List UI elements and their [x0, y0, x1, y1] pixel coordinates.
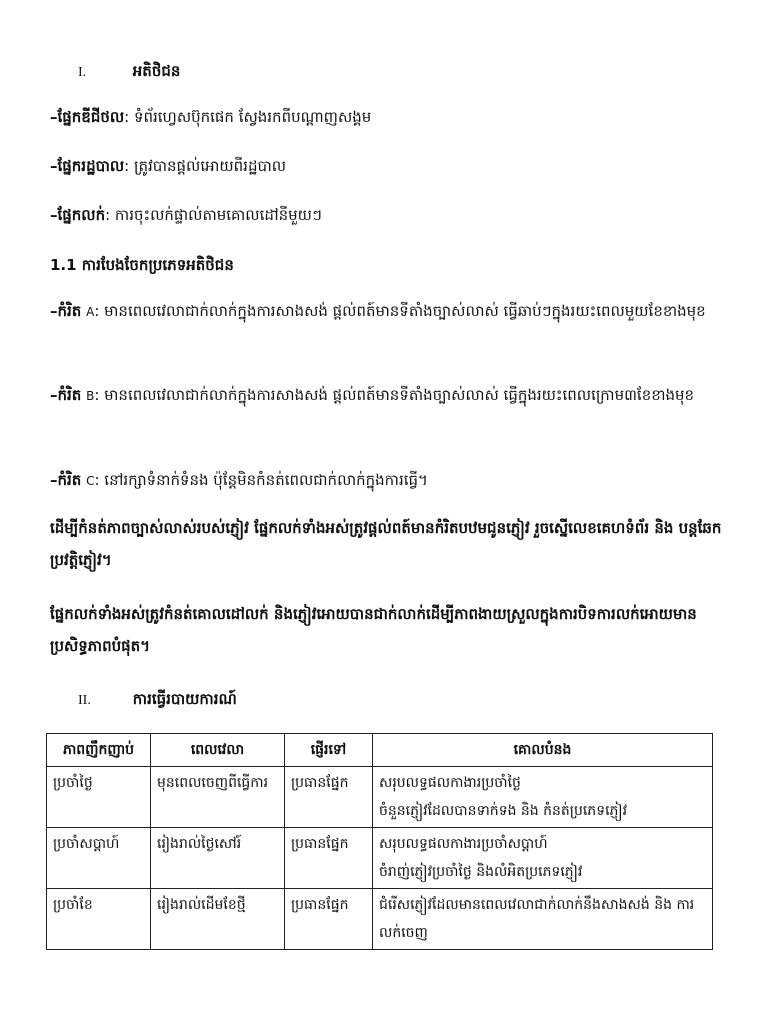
section-1-heading	[78, 56, 728, 88]
sales-department-line	[50, 200, 728, 230]
header-purpose: គោលបំនង	[373, 734, 713, 767]
cell-purpose: ជំរើសភ្ញៀវដែលមានពេលវេលាជាក់លាក់នឹងសាងសង់ និង ការលក់ចេញ	[373, 889, 713, 950]
admin-department-text: : ត្រូវបានផ្ដល់អោយពីរដ្ឋបាល	[124, 157, 287, 175]
section-2-title: ការធ្វើរបាយការណ៍	[132, 690, 237, 708]
section-2-number: II.	[78, 693, 91, 708]
cell-send-to: ប្រធានផ្នែក	[285, 828, 373, 889]
sales-department-text: : ការចុះលក់ផ្ទាល់តាមគោលដៅនីមួយៗ	[105, 206, 322, 224]
level-a-code: A	[86, 305, 95, 319]
cell-time: មុនពេលចេញពីធ្វើការ	[151, 767, 285, 828]
paragraph-sales-targets: ផ្នែកលក់ទាំងអស់ត្រូវកំនត់គោលដៅលក់ និងភ្ញៀវអោយបានជាក់លាក់ដើម្បីភាពងាយស្រួលក្នុងការបិទការលក់អោយមានប្រសិទ្ធភាពបំផុត។	[50, 605, 697, 655]
admin-department-line	[50, 151, 728, 181]
level-b-label: –កំរិត	[50, 386, 82, 404]
table-header-row	[47, 734, 713, 767]
reporting-table	[46, 733, 713, 950]
admin-department-label: –ផ្នែករដ្ឋបាល	[50, 157, 125, 175]
digital-department-label: –ផ្នែកឌីជីថល	[50, 108, 125, 126]
level-a-label: –កំរិត	[50, 302, 82, 320]
cell-purpose: សរុបលទ្ធផលកាងារប្រចាំថ្ងៃ ចំនួនភ្ញៀវដែលបានទាក់ទង និង កំនត់ប្រភេទភ្ញៀវ	[373, 767, 713, 828]
cell-time: រៀងរាល់ថ្ងៃសៅរ៍	[151, 828, 285, 889]
digital-department-text: : ទំព័រហ្វេសប៊ុកផេក ស្វែងរកពីបណ្ដាញសង្គម	[124, 108, 372, 126]
header-time: ពេលវេលា	[151, 734, 285, 767]
sales-department-label: –ផ្នែកលក់	[50, 206, 106, 224]
table-row	[47, 828, 713, 889]
digital-department-line	[50, 102, 728, 132]
section-1-title: អតិថិជន	[132, 62, 181, 80]
cell-send-to: ប្រធានផ្នែក	[285, 767, 373, 828]
section-1-number: I.	[78, 65, 87, 80]
table-row	[47, 889, 713, 950]
table-row	[47, 767, 713, 828]
header-send-to: ផ្ញើរទៅ	[285, 734, 373, 767]
level-b-line	[50, 380, 728, 411]
paragraph-client-clarity: ដើម្បីកំនត់ភាពច្បាស់លាស់របស់ភ្ញៀវ ផ្នែកលក់ទាំងអស់ត្រូវផ្ដល់ពត៍មានកំរិតបឋមជូនភ្ញៀវ រួចស្នើលេខគេហទំព័រ និង បន្តឆែកប្រវត្តិភ្ញៀវ។	[50, 519, 722, 569]
level-c-text: : នៅរក្សាទំនាក់ទំនង ប៉ុន្តែមិនកំនត់ពេលជាក់លាក់ក្នុងការធ្វើ។	[94, 471, 428, 489]
level-c-line	[50, 465, 728, 496]
cell-purpose: សរុបលទ្ធផលកាងារប្រចាំសប្ដាហ៍ ចំរាញ់ភ្ញៀវប្រចាំថ្ងៃ និងលំអិតប្រភេទភ្ញៀវ	[373, 828, 713, 889]
cell-frequency: ប្រចាំសប្ដាហ៍	[47, 828, 151, 889]
subsection-title: 1.1 ការបែងចែកប្រភេទអតិថិជន	[50, 256, 234, 274]
section-2-heading	[78, 684, 728, 716]
header-frequency: ភាពញឹកញាប់	[47, 734, 151, 767]
cell-time: រៀងរាល់ដើមខែថ្មី	[151, 889, 285, 950]
level-a-line	[50, 296, 728, 327]
level-c-label: –កំរិត	[50, 471, 82, 489]
cell-send-to: ប្រធានផ្នែក	[285, 889, 373, 950]
level-a-text: : មានពេលវេលាជាក់លាក់ក្នុងការសាងសង់ ផ្ដល់ពត៍មានទីតាំងច្បាស់លាស់ ធ្វើឆាប់ៗក្នុងរយះពេលមួយខែខាងមុខ	[94, 302, 706, 320]
cell-frequency: ប្រចាំខែ	[47, 889, 151, 950]
level-b-text: : មានពេលវេលាជាក់លាក់ក្នុងការសាងសង់ ផ្ដល់ពត៍មានទីតាំងច្បាស់លាស់ ធ្វើក្នុងរយះពេលក្រោម៣ខែខាងមុខ	[94, 386, 695, 404]
level-c-code: C	[86, 474, 95, 488]
level-b-code: B	[86, 389, 95, 403]
cell-frequency: ប្រចាំថ្ងៃ	[47, 767, 151, 828]
